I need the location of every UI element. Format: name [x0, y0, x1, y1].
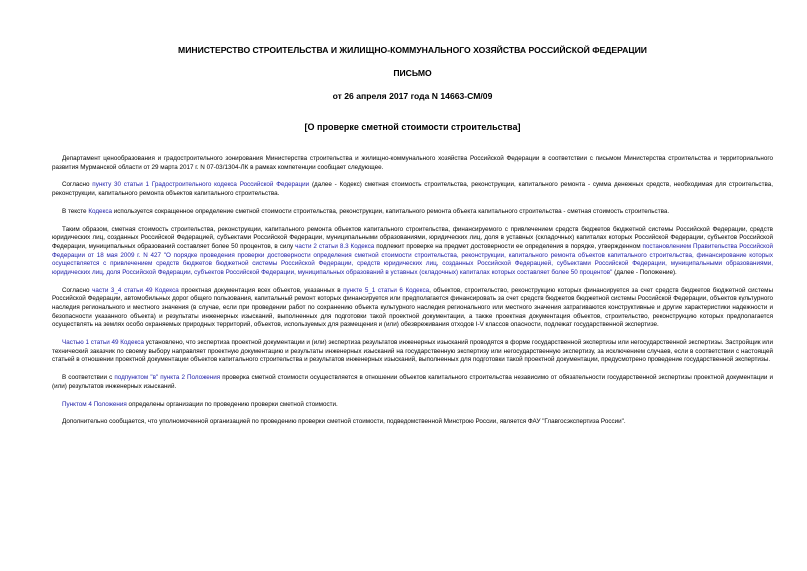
text: Согласно — [62, 181, 93, 189]
text: проверка сметной стоимости осуществляется в отношении объектов капитального строительства независимо от обязательности государственной экспертизы проектной документации и (или) результатов инженерных изысканий. — [52, 374, 773, 390]
paragraph-6 — [52, 339, 773, 365]
document-body — [52, 155, 773, 427]
link-code-art49-part1[interactable]: Частью 1 статьи 49 Кодекса — [62, 338, 144, 346]
paragraph-4 — [52, 226, 773, 278]
document-type: ПИСЬМО — [393, 68, 432, 78]
text: определены организации по проведению проверки сметной стоимости. — [126, 400, 338, 408]
link-gradcode-art1-p30[interactable]: пункту 30 статьи 1 Градостроительного кодекса Российской Федерации — [92, 181, 310, 189]
paragraph-3 — [52, 208, 773, 217]
text: (далее - Положение). — [612, 268, 677, 276]
text: Согласно — [62, 286, 93, 294]
link-code-art6-p5-1[interactable]: пункте 5_1 статьи 6 Кодекса — [343, 286, 430, 294]
link-resolution-427[interactable]: постановлением Правительства Российской Федерации от 18 мая 2009 г. N 427 "О порядке проведения проверки достоверности определения сметной стоимости строительства, реконструкции, капитального ремонта объектов капитального строительства, финансирование которых осуществляется с привлечением средств бюджетов бюджетной системы Российской Федерации, средств юридических лиц, созданных Российской Федерацией, субъектами Российской Федерации, муниципальными образованиями, юридических лиц, доля Российской Федерации, субъектов Российской Федерации, муниципальных образований в уставных (складочных) капиталах которых составляет более 50 процентов" — [52, 243, 773, 276]
paragraph-2 — [52, 181, 773, 198]
text: подлежит проверке на предмет достоверности ее определения в порядке, утвержденном — [374, 243, 643, 251]
link-code-art49-part3-4[interactable]: части 3_4 статьи 49 Кодекса — [92, 286, 179, 294]
paragraph-5 — [52, 287, 773, 330]
text: Таким образом, сметная стоимость строительства, реконструкции, капитального ремонта объектов капитального строительства, финансируемого с привлечением средств бюджетов бюджетной системы Российской Федерации, средств юридических лиц, созданных Российской Федерацией, субъектами Российской Федерации, муниципальными образованиями, юридических лиц, доля в уставных (складочных) капиталах которых Российской Федерации, субъектов Российской Федерации, муниципальных образований составляет более 50 процентов, в силу — [52, 225, 773, 251]
link-code[interactable]: Кодекса — [88, 207, 112, 215]
text: установлено, что экспертиза проектной документации и (или) экспертиза результатов инженерных изысканий проводятся в форме государственной экспертизы или негосударственной экспертизы. Застройщик или технический заказчик по своему выбору направляет проектную документацию и результаты инженерных изысканий на государственную экспертизу или негосударственную экспертизу, за исключением случаев, если в соответствии с настоящей статьей в отношении проектной документации объектов капитального строительства и результатов инженерных изысканий, выполненных для подготовки такой проектной документации, предусмотрено проведение государственной экспертизы. — [52, 338, 773, 364]
link-regulation-p2-v[interactable]: подпунктом "в" пункта 2 Положения — [114, 374, 221, 382]
document-date-number: от 26 апреля 2017 года N 14663-СМ/09 — [332, 91, 493, 101]
text: В тексте — [62, 207, 89, 215]
text: В соответствии с — [62, 374, 115, 382]
text: используется сокращенное определение сметной стоимости строительства, реконструкции, капитального ремонта объекта капитального строительства - сметная стоимость строительства. — [112, 207, 670, 215]
paragraph-1: Департамент ценообразования и градостроительного зонирования Министерства строительства и жилищно-коммунального хозяйства Российской Федерации в соответствии с письмом Министерства строительства и территориального развития Мурманской области от 29 марта 2017 г. N 07-03/1304-ЛК в рамках компетенции сообщает следующее. — [52, 155, 773, 171]
paragraph-9: Дополнительно сообщается, что уполномоченной организацией по проведению проверки сметной стоимости, подведомственной Минстрою России, является ФАУ "Главгосэкспертиза России". — [62, 418, 626, 426]
link-code-art8-3[interactable]: части 2 статьи 8.3 Кодекса — [295, 243, 375, 251]
paragraph-7 — [52, 374, 773, 391]
link-regulation-p4[interactable]: Пунктом 4 Положения — [62, 400, 127, 408]
document-subject: [О проверке сметной стоимости строительства] — [304, 122, 521, 132]
text: , объектов, строительство, реконструкцию которых финансируется за счет средств бюджетов бюджетной системы Российской Федерации, автомобильных дорог общего пользования, капитальный ремонт которых финансируется или предполагается финансировать за счет средств бюджетов бюджетной системы Российской Федерации, объектов культурного наследия регионального и местного значения (в случае, если при проведении работ по сохранению объекта культурного наследия регионального или местного значения затрагиваются конструктивные и другие характеристики надежности и безопасности указанного объекта) и результаты инженерных изысканий, выполненных для подготовки такой проектной документации, а также проектная документация объектов, строительство, реконструкцию которых предполагается осуществлять на землях особо охраняемых природных территорий, объектов, используемых для размещения и (или) обезвреживания отходов I-V классов опасности, подлежат государственной экспертизе. — [52, 286, 773, 329]
paragraph-8 — [52, 401, 773, 410]
text: проектная документация всех объектов, указанных в — [178, 286, 344, 294]
ministry-title: МИНИСТЕРСТВО СТРОИТЕЛЬСТВА И ЖИЛИЩНО-КОММУНАЛЬНОГО ХОЗЯЙСТВА РОССИЙСКОЙ ФЕДЕРАЦИИ — [178, 45, 647, 55]
text: (далее - Кодекс) сметная стоимость строительства, реконструкции, капитального ремонта - сумма денежных средств, необходимая для строительства, реконструкции, капитального ремонта объектов капитального строительства. — [52, 181, 773, 198]
